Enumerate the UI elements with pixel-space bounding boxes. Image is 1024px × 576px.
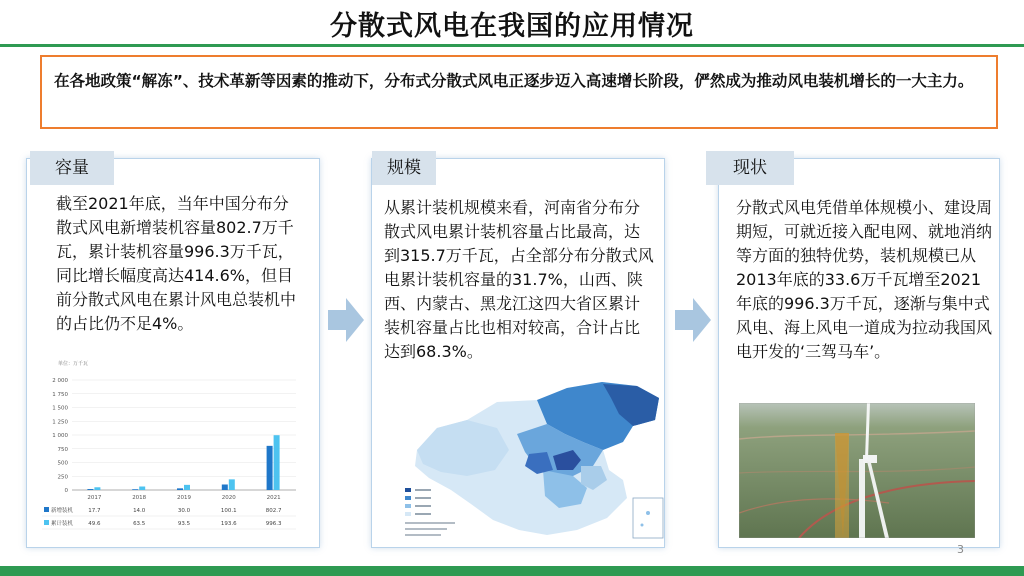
data-label: 100.1 (220, 508, 237, 514)
legend-swatch (44, 520, 49, 525)
x-tick-label: 2018 (132, 495, 147, 501)
x-tick-label: 2020 (221, 495, 236, 501)
capacity-bar-chart (38, 358, 310, 530)
capacity-text: 截至2021年底，当年中国分布分散式风电新增装机容量802.7万千瓦，累计装机容量996.3万千瓦，同比增长幅度高达414.6%，但目前分散式风电在累计风电总装机中的占比仍不足4%。 (56, 194, 297, 333)
bar-new (87, 489, 93, 490)
right-arrow-icon (328, 296, 366, 344)
page-number: 3 (957, 543, 964, 556)
data-label: 14.0 (133, 508, 146, 514)
data-label: 30.0 (177, 508, 191, 514)
data-label: 802.7 (265, 508, 282, 514)
bar-new (267, 446, 273, 490)
bottom-bar (0, 566, 1024, 576)
wind-turbine-photo (739, 403, 975, 538)
y-tick-label: 250 (57, 474, 68, 481)
legend-label: 累计装机 (51, 521, 74, 527)
bar-new (222, 484, 228, 490)
bar-cumulative (94, 487, 100, 490)
chart-unit-label: 单位：万千瓦 (58, 361, 89, 367)
capacity-tab: 容量 (30, 151, 114, 185)
summary-box: 在各地政策“解冻”、技术革新等因素的推动下，分布式分散式风电正逐步迈入高速增长阶段，俨然成为推动风电装机增长的一大主力。 (40, 55, 998, 129)
y-tick-label: 1 750 (52, 391, 68, 398)
bar-cumulative (184, 485, 190, 490)
y-tick-label: 1 500 (52, 405, 68, 412)
x-tick-label: 2021 (266, 495, 281, 501)
china-map (397, 380, 675, 542)
status-tab: 现状 (706, 151, 794, 185)
status-text: 分散式风电凭借单体规模小、建设周期短，可就近接入配电网、就地消纳等方面的独特优势，装机规模已从2013年底的33.6万千瓦增至2021年底的996.3万千瓦，逐渐与集中式风电、海上风电一道成为拉动我国风电开发的‘三驾马车’。 (736, 198, 993, 361)
data-label: 49.6 (88, 521, 101, 527)
bar-cumulative (274, 435, 280, 490)
data-label: 17.7 (88, 508, 101, 514)
scale-tab: 规模 (372, 151, 436, 185)
bar-new (132, 489, 138, 490)
page-title: 分散式风电在我国的应用情况 (330, 11, 694, 42)
bar-cumulative (229, 479, 235, 490)
x-tick-label: 2017 (87, 495, 102, 501)
y-tick-label: 1 000 (52, 433, 68, 439)
legend-label: 新增装机 (51, 508, 74, 514)
x-tick-label: 2019 (177, 495, 191, 501)
bar-cumulative (139, 487, 145, 490)
right-arrow-icon (675, 296, 713, 344)
bar-new (177, 488, 183, 490)
data-label: 193.6 (220, 521, 237, 527)
y-tick-label: 750 (57, 446, 68, 453)
data-label: 996.3 (265, 521, 282, 527)
y-tick-label: 1 250 (52, 419, 68, 426)
y-tick-label: 0 (64, 488, 68, 494)
data-label: 63.5 (133, 521, 146, 527)
scale-text: 从累计装机规模来看，河南省分布分散式风电累计装机容量占比最高，达到315.7万千瓦，占全部分布分散式风电累计装机容量的31.7%，山西、陕西、内蒙古、黑龙江这四大省区累计装机容量占比也相对较高，合计占比达到68.3%。 (384, 198, 654, 361)
y-tick-label: 2 000 (52, 378, 68, 384)
title-divider (0, 44, 1024, 47)
legend-swatch (44, 507, 49, 512)
data-label: 93.5 (177, 521, 191, 527)
y-tick-label: 500 (57, 460, 68, 467)
